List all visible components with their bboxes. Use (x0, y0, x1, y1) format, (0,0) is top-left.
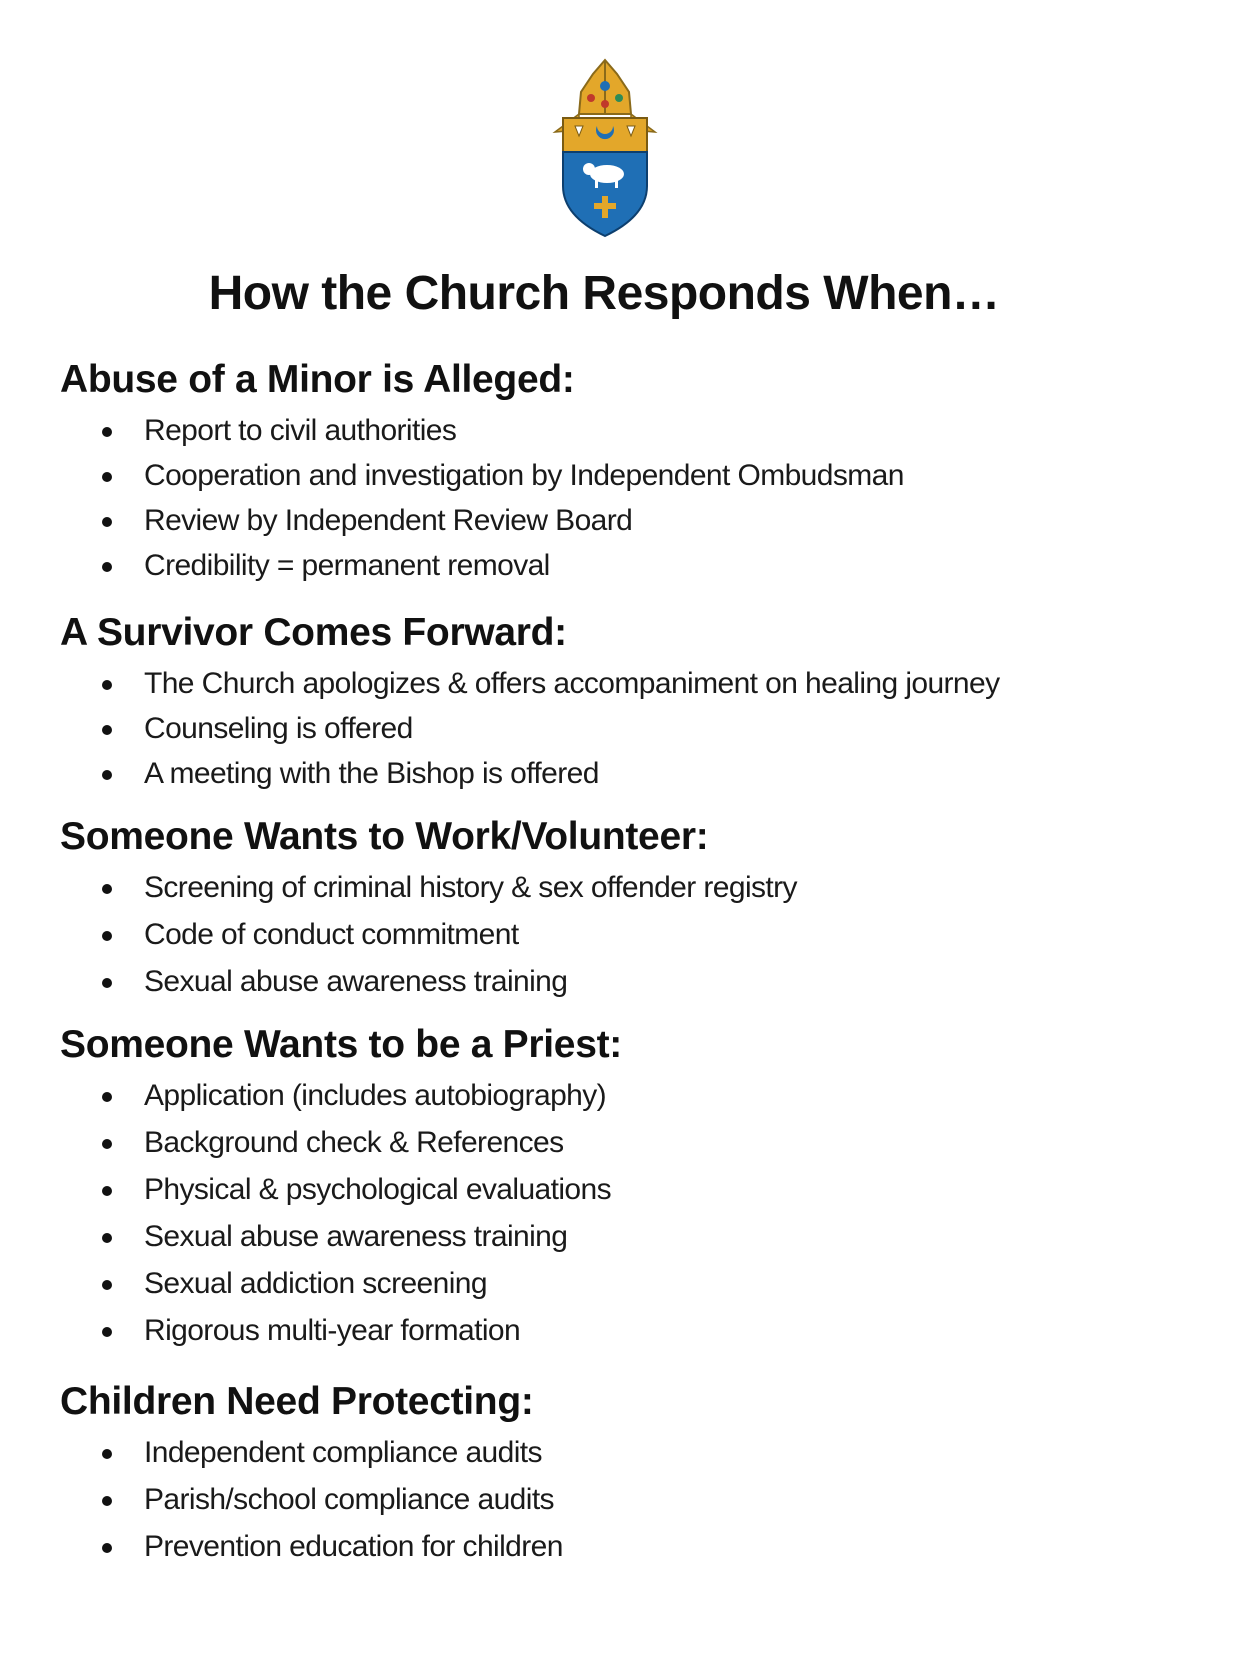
section-heading: A Survivor Comes Forward: (60, 611, 567, 654)
list-item (60, 1123, 1200, 1170)
list-item (60, 915, 1200, 962)
list-item (60, 411, 1200, 456)
bullet-icon (102, 1186, 112, 1196)
bullet-list (60, 1076, 1200, 1358)
bullet-list (60, 411, 1200, 591)
list-item-text: Sexual abuse awareness training (144, 1220, 568, 1253)
list-item-text: Screening of criminal history & sex offender registry (144, 871, 797, 904)
list-item-text: Credibility = permanent removal (144, 549, 550, 582)
list-item-text: Sexual abuse awareness training (144, 965, 568, 998)
section-heading: Someone Wants to Work/Volunteer: (60, 815, 709, 858)
section-heading: Someone Wants to be a Priest: (60, 1023, 622, 1066)
bullet-icon (102, 1280, 112, 1290)
bullet-icon (102, 1139, 112, 1149)
list-item (60, 1480, 1200, 1527)
section-work-volunteer (60, 812, 1200, 1009)
list-item (60, 1264, 1200, 1311)
bullet-list (60, 868, 1200, 1009)
list-item (60, 1076, 1200, 1123)
section-children-protection (60, 1377, 1200, 1574)
diocesan-coat-of-arms-icon (541, 56, 669, 240)
list-item (60, 664, 1200, 709)
list-item (60, 1170, 1200, 1217)
bullet-icon (102, 1496, 112, 1506)
section-survivor-comes-forward (60, 608, 1200, 799)
list-item (60, 1527, 1200, 1574)
section-priest (60, 1020, 1200, 1358)
list-item-text: Rigorous multi-year formation (144, 1314, 521, 1347)
list-item-text: Parish/school compliance audits (144, 1483, 554, 1516)
list-item-text: Sexual addiction screening (144, 1267, 487, 1300)
list-item-text: Review by Independent Review Board (144, 504, 633, 537)
bullet-icon (102, 725, 112, 735)
list-item (60, 962, 1200, 1009)
list-item-text: Cooperation and investigation by Independent Ombudsman (144, 459, 904, 492)
bullet-list (60, 1433, 1200, 1574)
bullet-icon (102, 1233, 112, 1243)
section-heading: Abuse of a Minor is Alleged: (60, 358, 575, 401)
list-item (60, 1217, 1200, 1264)
list-item (60, 1433, 1200, 1480)
bullet-icon (102, 884, 112, 894)
bullet-icon (102, 562, 112, 572)
bullet-icon (102, 1543, 112, 1553)
bullet-icon (102, 472, 112, 482)
bullet-icon (102, 770, 112, 780)
list-item (60, 754, 1200, 799)
bullet-icon (102, 1327, 112, 1337)
bullet-icon (102, 680, 112, 690)
list-item (60, 546, 1200, 591)
bullet-icon (102, 1092, 112, 1102)
list-item (60, 1311, 1200, 1358)
list-item (60, 456, 1200, 501)
list-item-text: Code of conduct commitment (144, 918, 519, 951)
list-item-text: The Church apologizes & offers accompaniment on healing journey (144, 667, 1000, 700)
list-item-text: Independent compliance audits (144, 1436, 542, 1469)
list-item-text: A meeting with the Bishop is offered (144, 757, 599, 790)
bullet-icon (102, 931, 112, 941)
bullet-list (60, 664, 1200, 799)
section-heading: Children Need Protecting: (60, 1380, 534, 1423)
list-item-text: Counseling is offered (144, 712, 413, 745)
document-title: How the Church Responds When… (208, 267, 1000, 320)
list-item (60, 709, 1200, 754)
section-abuse-alleged (60, 355, 1200, 591)
list-item (60, 501, 1200, 546)
list-item (60, 868, 1200, 915)
list-item-text: Physical & psychological evaluations (144, 1173, 611, 1206)
bullet-icon (102, 517, 112, 527)
bullet-icon (102, 427, 112, 437)
list-item-text: Report to civil authorities (144, 414, 457, 447)
bullet-icon (102, 1449, 112, 1459)
list-item-text: Background check & References (144, 1126, 564, 1159)
list-item-text: Prevention education for children (144, 1530, 563, 1563)
bullet-icon (102, 978, 112, 988)
list-item-text: Application (includes autobiography) (144, 1079, 607, 1112)
